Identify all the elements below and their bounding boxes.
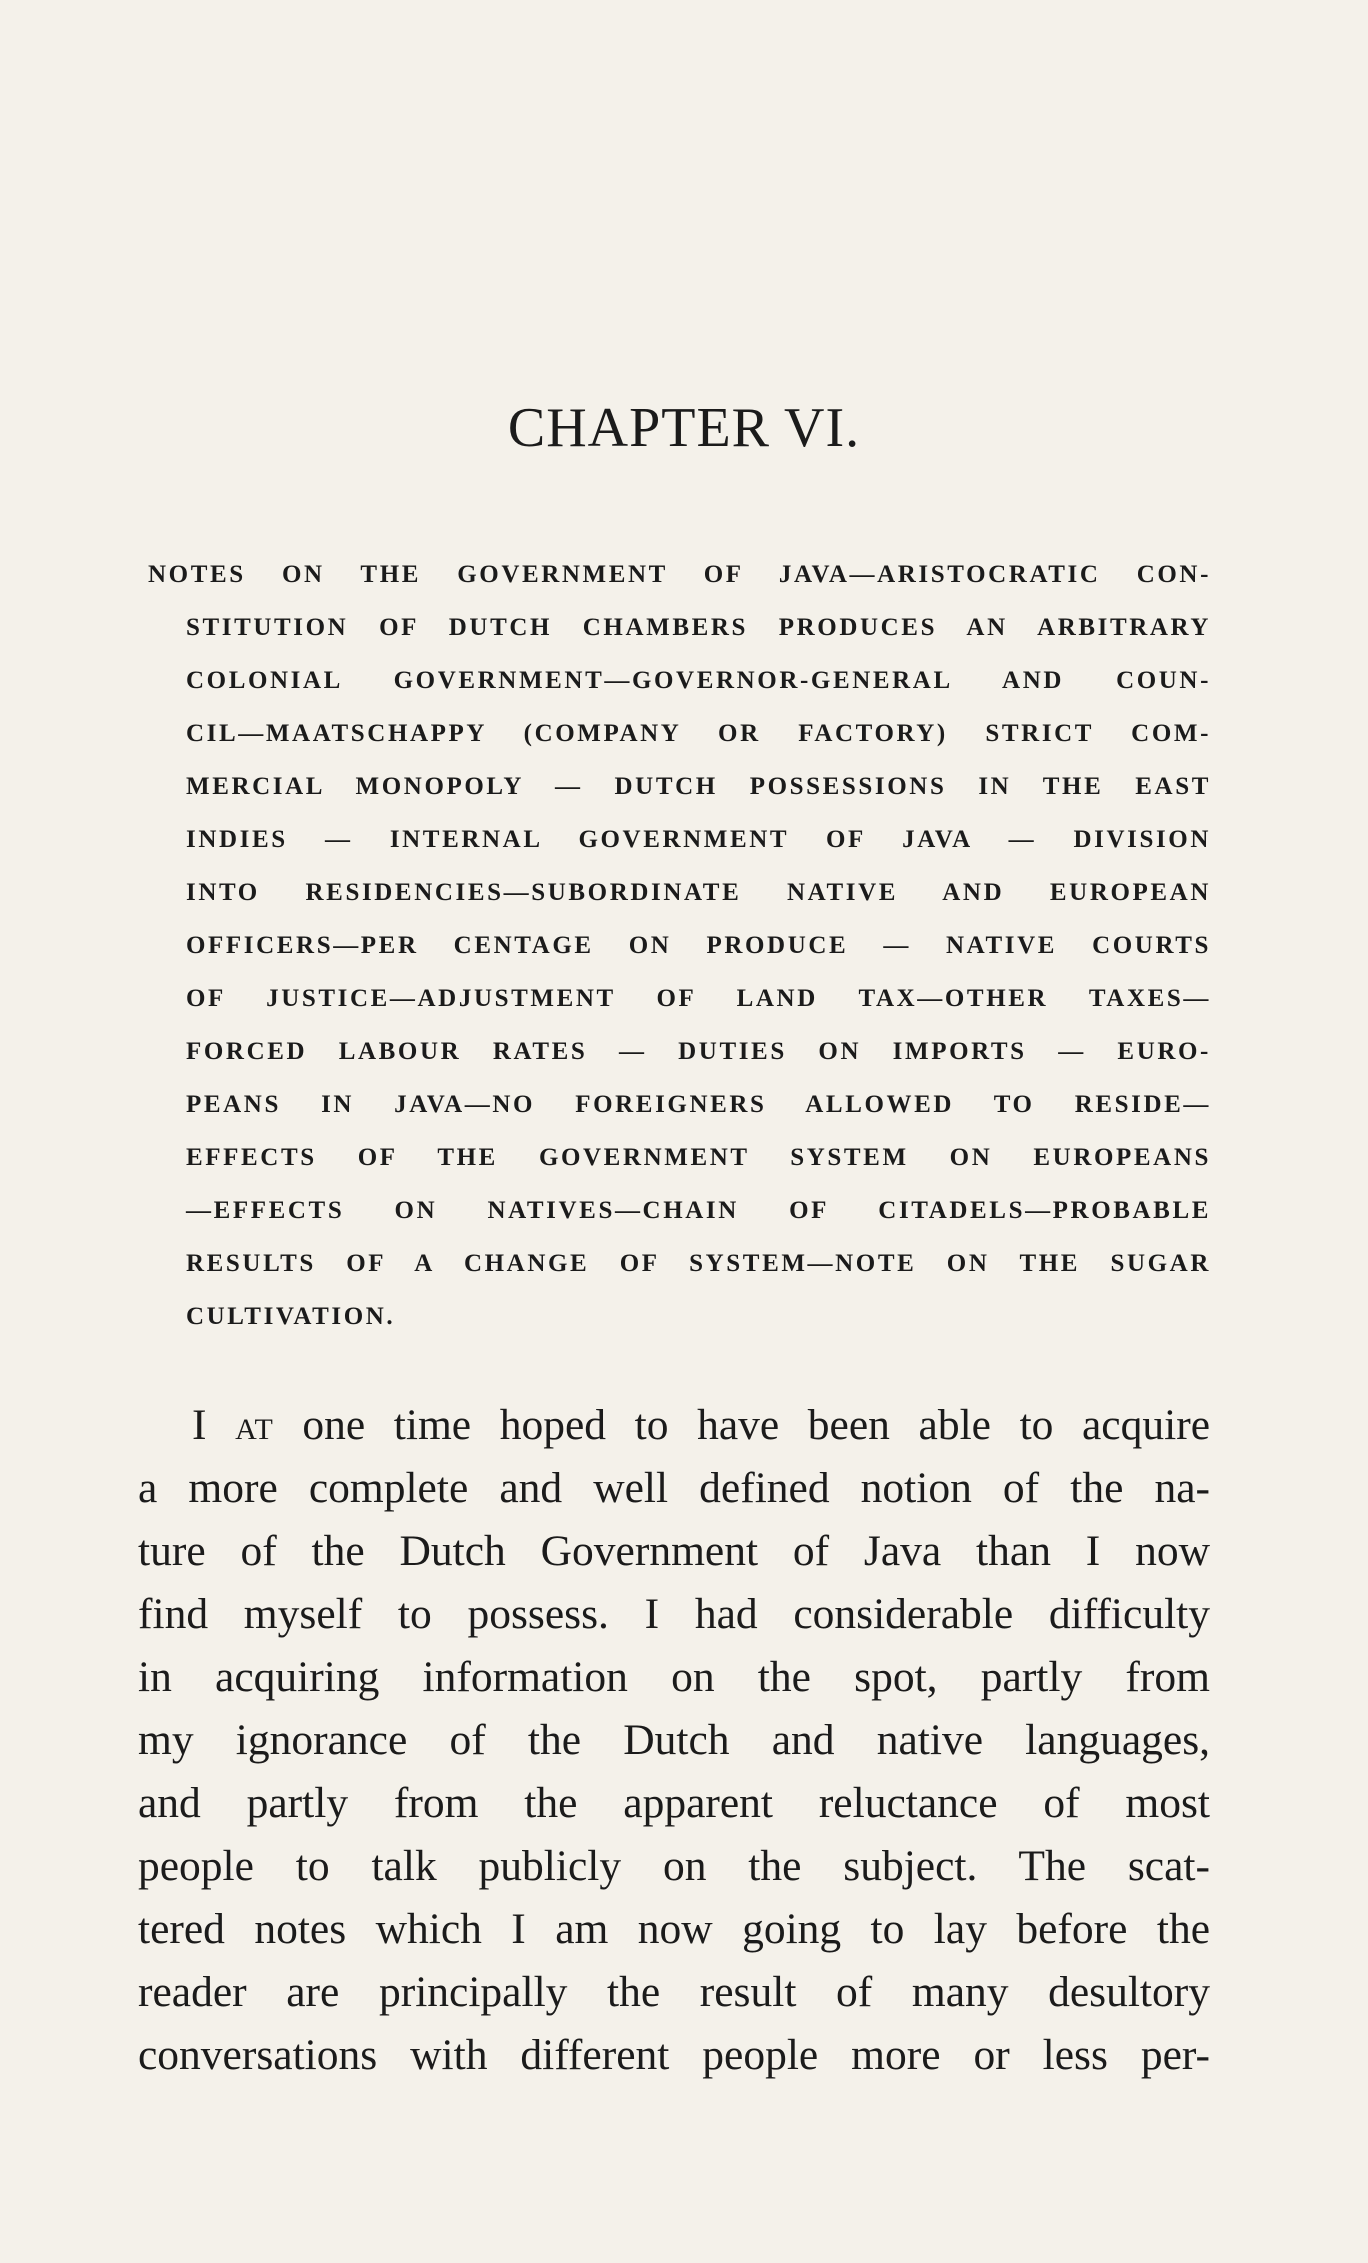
body-line: and partly from the apparent reluctance of most	[138, 1779, 1210, 1827]
summary-line: EFFECTS OF THE GOVERNMENT SYSTEM ON EUROPEANS	[186, 1144, 1211, 1171]
chapter-title: CHAPTER VI.	[507, 397, 861, 459]
body-line: people to talk publicly on the subject. The scat-	[138, 1842, 1210, 1890]
body-line: ture of the Dutch Government of Java than I now	[138, 1527, 1210, 1575]
summary-line: INDIES — INTERNAL GOVERNMENT OF JAVA — DIVISION	[186, 826, 1211, 853]
body-line: conversations with different people more or less per-	[138, 2031, 1210, 2079]
summary-line: MERCIAL MONOPOLY — DUTCH POSSESSIONS IN THE EAST	[186, 773, 1211, 800]
body-line: a more complete and well defined notion of the na-	[138, 1464, 1210, 1512]
summary-line: CIL—MAATSCHAPPY (COMPANY OR FACTORY) STRICT COM-	[186, 720, 1211, 747]
initial-letter: I	[192, 1401, 207, 1449]
summary-line: INTO RESIDENCIES—SUBORDINATE NATIVE AND EUROPEAN	[186, 879, 1211, 906]
body-line: tered notes which I am now going to lay before the	[138, 1905, 1210, 1953]
body-line: my ignorance of the Dutch and native languages,	[138, 1716, 1210, 1764]
body-line-first	[192, 1401, 1210, 1449]
body-line-first-rest: one time hoped to have been able to acquire	[273, 1401, 1210, 1449]
summary-line: —EFFECTS ON NATIVES—CHAIN OF CITADELS—PROBABLE	[186, 1197, 1211, 1224]
summary-line: CULTIVATION.	[186, 1303, 396, 1330]
body-line: reader are principally the result of many desultory	[138, 1968, 1210, 2016]
body-line: find myself to possess. I had considerable difficulty	[138, 1590, 1210, 1638]
summary-line: FORCED LABOUR RATES — DUTIES ON IMPORTS — EURO-	[186, 1038, 1211, 1065]
summary-line: OF JUSTICE—ADJUSTMENT OF LAND TAX—OTHER TAXES—	[186, 985, 1211, 1012]
summary-line: NOTES ON THE GOVERNMENT OF JAVA—ARISTOCRATIC CON-	[148, 561, 1211, 588]
summary-line: OFFICERS—PER CENTAGE ON PRODUCE — NATIVE COURTS	[186, 932, 1211, 959]
summary-line: COLONIAL GOVERNMENT—GOVERNOR-GENERAL AND COUN-	[186, 667, 1211, 694]
body-line: in acquiring information on the spot, partly from	[138, 1653, 1210, 1701]
small-caps-text: AT	[235, 1413, 274, 1446]
summary-line: PEANS IN JAVA—NO FOREIGNERS ALLOWED TO RESIDE—	[186, 1091, 1211, 1118]
summary-line: RESULTS OF A CHANGE OF SYSTEM—NOTE ON THE SUGAR	[186, 1250, 1211, 1277]
summary-line: STITUTION OF DUTCH CHAMBERS PRODUCES AN ARBITRARY	[186, 614, 1211, 641]
